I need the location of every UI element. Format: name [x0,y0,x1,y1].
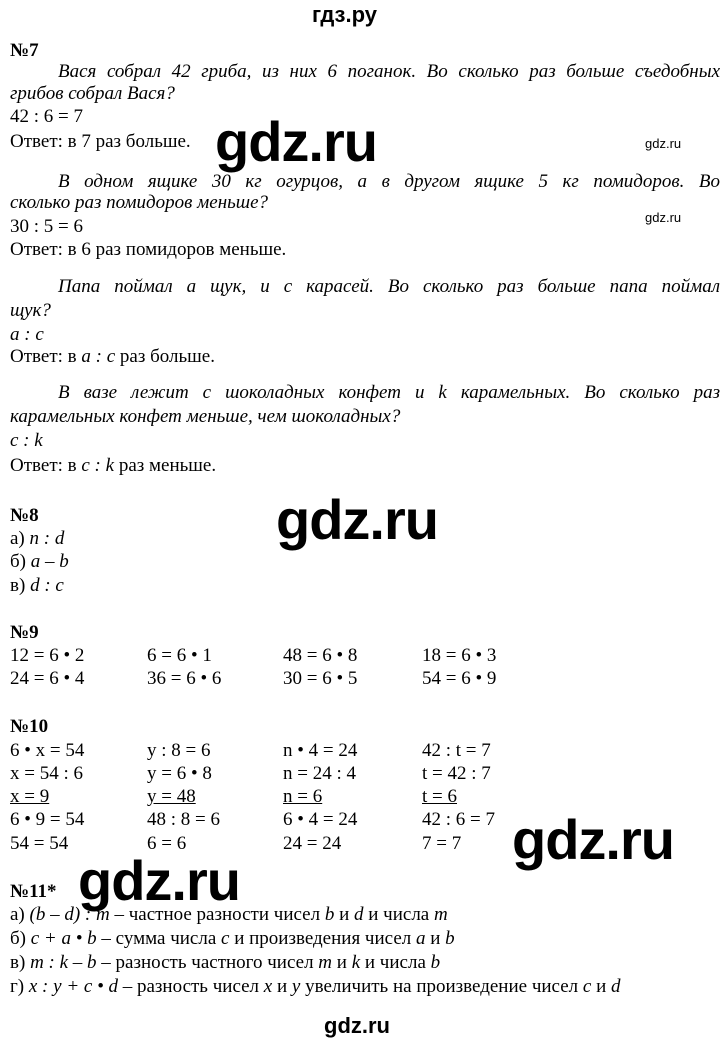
task-10-result: n = 6 [283,786,323,807]
watermark-logo: gdz.ru [276,488,438,551]
task-7-problem-2-line-1: В одном ящике 30 кг огурцов, а в другом ящике 5 кг помидоров. Во [58,171,720,192]
task-11-title: №11* [10,881,57,902]
task-7-problem-2-calc: 30 : 5 = 6 [10,216,83,237]
watermark-small: gdz.ru [645,210,682,225]
task-9-cell: 54 = 6 • 9 [422,668,497,689]
task-11-item-d: г) x : y + c • d – разность чисел x и y увеличить на произведение чисел c и d [10,976,621,997]
task-7-problem-2-line-2: сколько раз помидоров меньше? [10,192,269,213]
task-9-cell: 12 = 6 • 2 [10,645,85,666]
task-10-cell: 6 • 9 = 54 [10,809,85,830]
task-10-cell: y = 6 • 8 [147,763,212,784]
task-11-item-a: а) (b – d) : m – частное разности чисел b и d и числа m [10,904,448,925]
task-10-cell: 6 • x = 54 [10,740,85,761]
task-10-cell: n • 4 = 24 [283,740,358,761]
task-7-problem-1-answer: Ответ: в 7 раз больше. [10,131,191,152]
task-8-item-b: б) a – b [10,551,69,572]
task-10-cell: 54 = 54 [10,833,69,854]
task-7-problem-4-answer: Ответ: в c : k раз меньше. [10,455,217,476]
task-10-cell: 48 : 8 = 6 [147,809,220,830]
task-10-cell: 24 = 24 [283,833,342,854]
task-10-cell: 6 • 4 = 24 [283,809,358,830]
site-header: гдз.ру [312,2,377,27]
task-7-problem-3-line-2: щук? [10,300,51,321]
task-7-title: №7 [10,40,39,61]
task-9-cell: 30 = 6 • 5 [283,668,358,689]
watermark-logo: gdz.ru [78,849,240,912]
task-8-item-a: а) n : d [10,528,65,549]
site-footer: gdz.ru [324,1013,390,1038]
task-7-problem-2-answer: Ответ: в 6 раз помидоров меньше. [10,239,287,260]
task-7-problem-4-calc: c : k [10,430,43,451]
task-10-result: t = 6 [422,786,457,807]
task-7-problem-4-line-2: карамельных конфет меньше, чем шоколадных? [10,406,401,427]
task-7-problem-3-answer: Ответ: в a : c раз больше. [10,346,215,367]
task-9-cell: 24 = 6 • 4 [10,668,85,689]
task-11-item-c: в) m : k – b – разность частного чисел m и k и числа b [10,952,441,973]
task-10-result: x = 9 [10,786,50,807]
task-7-problem-3-calc: a : c [10,324,44,345]
task-10-cell: 7 = 7 [422,833,462,854]
task-10-result: y = 48 [147,786,196,807]
watermark-small: gdz.ru [645,136,682,151]
task-10-cell: 42 : t = 7 [422,740,491,761]
task-10-cell: t = 42 : 7 [422,763,491,784]
task-10-cell: 6 = 6 [147,833,187,854]
task-10-cell: y : 8 = 6 [147,740,211,761]
task-9-cell: 6 = 6 • 1 [147,645,212,666]
task-10-cell: 42 : 6 = 7 [422,809,495,830]
task-10-cell: x = 54 : 6 [10,763,83,784]
watermark-logo: gdz.ru [512,808,674,871]
task-7-problem-1-line-1: Вася собрал 42 гриба, из них 6 поганок. Во сколько раз больше съедобных [58,61,720,82]
task-7-problem-3-line-1: Папа поймал a щук, и c карасей. Во сколько раз больше папа поймал [58,276,720,297]
task-9-cell: 18 = 6 • 3 [422,645,497,666]
task-9-title: №9 [10,622,39,643]
task-7-problem-1-line-2: грибов собрал Вася? [10,83,175,104]
task-7-problem-4-line-1: В вазе лежит c шоколадных конфет и k карамельных. Во сколько раз [58,382,720,403]
task-9-cell: 48 = 6 • 8 [283,645,358,666]
watermark-logo: gdz.ru [215,110,377,173]
task-8-item-c: в) d : c [10,575,64,596]
task-10-cell: n = 24 : 4 [283,763,356,784]
task-7-problem-1-calc: 42 : 6 = 7 [10,106,83,127]
task-10-title: №10 [10,716,49,737]
task-9-cell: 36 = 6 • 6 [147,668,222,689]
task-11-item-b: б) c + a • b – сумма числа c и произведения чисел a и b [10,928,455,949]
task-8-title: №8 [10,505,39,526]
